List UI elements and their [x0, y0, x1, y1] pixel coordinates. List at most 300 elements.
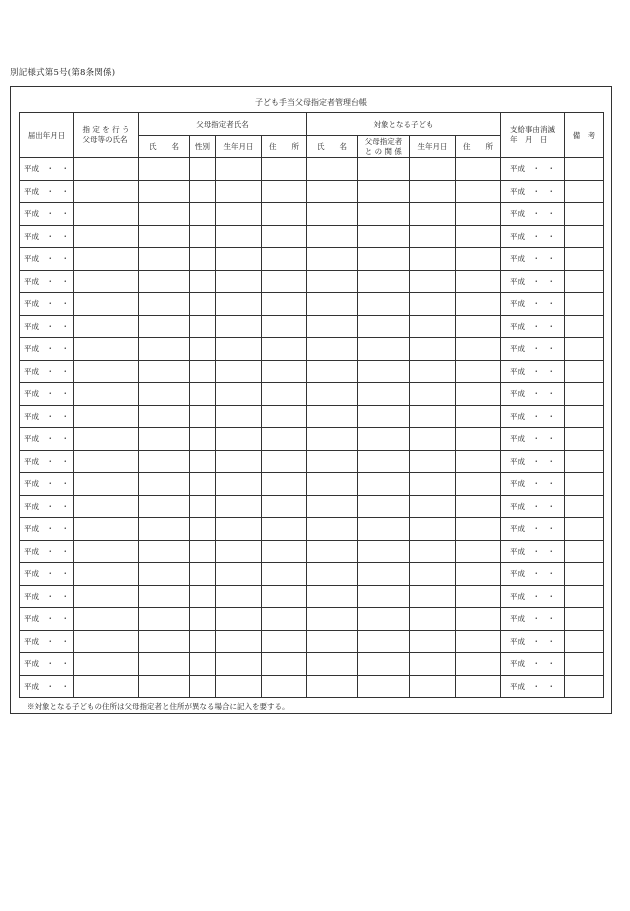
child-birthdate-cell[interactable]: [410, 495, 456, 518]
notification-date-cell[interactable]: [20, 585, 74, 608]
notification-date-cell[interactable]: [20, 158, 74, 181]
child-relation-cell[interactable]: [358, 180, 410, 203]
child-birthdate-cell[interactable]: [410, 248, 456, 271]
designee-birthdate-cell[interactable]: [216, 315, 262, 338]
notification-date-cell[interactable]: [20, 360, 74, 383]
child-relation-cell[interactable]: [358, 158, 410, 181]
child-birthdate-cell[interactable]: [410, 405, 456, 428]
designee-address-cell[interactable]: [262, 203, 307, 226]
payment-end-date-cell[interactable]: [501, 338, 565, 361]
payment-end-date-cell[interactable]: [501, 315, 565, 338]
child-address-cell[interactable]: [456, 653, 501, 676]
designating-name-cell[interactable]: [74, 495, 139, 518]
designee-birthdate-cell[interactable]: [216, 450, 262, 473]
child-address-cell[interactable]: [456, 270, 501, 293]
remarks-cell[interactable]: [565, 450, 604, 473]
child-birthdate-cell[interactable]: [410, 608, 456, 631]
child-relation-cell[interactable]: [358, 248, 410, 271]
designee-sex-cell[interactable]: [190, 405, 216, 428]
designating-name-cell[interactable]: [74, 630, 139, 653]
child-birthdate-cell[interactable]: [410, 360, 456, 383]
remarks-cell[interactable]: [565, 405, 604, 428]
remarks-cell[interactable]: [565, 293, 604, 316]
designee-address-cell[interactable]: [262, 338, 307, 361]
table-row: [20, 675, 604, 698]
child-birthdate-cell[interactable]: [410, 675, 456, 698]
designee-sex-cell[interactable]: [190, 563, 216, 586]
designee-name-cell[interactable]: [139, 585, 190, 608]
designee-address-cell[interactable]: [262, 450, 307, 473]
notification-date-cell[interactable]: [20, 405, 74, 428]
child-relation-cell[interactable]: [358, 495, 410, 518]
designee-birthdate-cell[interactable]: [216, 495, 262, 518]
child-relation-cell[interactable]: [358, 338, 410, 361]
child-relation-cell[interactable]: [358, 360, 410, 383]
designating-name-cell[interactable]: [74, 383, 139, 406]
designee-sex-cell[interactable]: [190, 158, 216, 181]
remarks-cell[interactable]: [565, 630, 604, 653]
designee-address-cell[interactable]: [262, 608, 307, 631]
notification-date-cell[interactable]: [20, 653, 74, 676]
designee-address-cell[interactable]: [262, 180, 307, 203]
payment-end-date-cell[interactable]: [501, 608, 565, 631]
child-birthdate-cell[interactable]: [410, 473, 456, 496]
notification-date-cell[interactable]: [20, 293, 74, 316]
designee-sex-cell[interactable]: [190, 225, 216, 248]
notification-date-cell[interactable]: [20, 563, 74, 586]
designee-sex-cell[interactable]: [190, 518, 216, 541]
remarks-cell[interactable]: [565, 248, 604, 271]
notification-date-cell[interactable]: [20, 608, 74, 631]
child-address-cell[interactable]: [456, 428, 501, 451]
designee-name-cell[interactable]: [139, 405, 190, 428]
child-name-cell[interactable]: [307, 315, 358, 338]
designating-name-cell[interactable]: [74, 450, 139, 473]
child-name-cell[interactable]: [307, 203, 358, 226]
remarks-cell[interactable]: [565, 473, 604, 496]
designating-name-cell[interactable]: [74, 203, 139, 226]
child-address-cell[interactable]: [456, 563, 501, 586]
designee-name-cell[interactable]: [139, 675, 190, 698]
child-relation-cell[interactable]: [358, 383, 410, 406]
designee-address-cell[interactable]: [262, 630, 307, 653]
notification-date-cell[interactable]: [20, 518, 74, 541]
designee-name-cell[interactable]: [139, 293, 190, 316]
designee-name-cell[interactable]: [139, 428, 190, 451]
remarks-cell[interactable]: [565, 563, 604, 586]
designating-name-cell[interactable]: [74, 675, 139, 698]
designee-name-cell[interactable]: [139, 248, 190, 271]
child-address-cell[interactable]: [456, 405, 501, 428]
child-name-cell[interactable]: [307, 428, 358, 451]
header-notification-date: 届出年月日: [20, 113, 74, 158]
designee-address-cell[interactable]: [262, 158, 307, 181]
child-address-cell[interactable]: [456, 630, 501, 653]
designee-sex-cell[interactable]: [190, 248, 216, 271]
designating-name-cell[interactable]: [74, 270, 139, 293]
designee-birthdate-cell[interactable]: [216, 338, 262, 361]
child-address-cell[interactable]: [456, 675, 501, 698]
payment-end-date-cell[interactable]: [501, 248, 565, 271]
child-name-cell[interactable]: [307, 563, 358, 586]
designee-address-cell[interactable]: [262, 293, 307, 316]
designee-birthdate-cell[interactable]: [216, 203, 262, 226]
designating-name-cell[interactable]: [74, 540, 139, 563]
child-birthdate-cell[interactable]: [410, 450, 456, 473]
notification-date-cell[interactable]: [20, 450, 74, 473]
designee-address-cell[interactable]: [262, 383, 307, 406]
designating-name-cell[interactable]: [74, 473, 139, 496]
child-name-cell[interactable]: [307, 675, 358, 698]
remarks-cell[interactable]: [565, 608, 604, 631]
notification-date-cell[interactable]: [20, 630, 74, 653]
child-birthdate-cell[interactable]: [410, 315, 456, 338]
designee-sex-cell[interactable]: [190, 180, 216, 203]
remarks-cell[interactable]: [565, 338, 604, 361]
child-relation-cell[interactable]: [358, 450, 410, 473]
notification-date-cell-text: 平成 ・ ・: [24, 321, 69, 331]
designee-name-cell[interactable]: [139, 158, 190, 181]
child-birthdate-cell[interactable]: [410, 158, 456, 181]
payment-end-date-cell[interactable]: [501, 653, 565, 676]
designee-name-cell[interactable]: [139, 180, 190, 203]
child-address-cell[interactable]: [456, 495, 501, 518]
child-name-cell[interactable]: [307, 270, 358, 293]
designee-birthdate-cell[interactable]: [216, 158, 262, 181]
designee-address-cell[interactable]: [262, 225, 307, 248]
child-address-cell[interactable]: [456, 158, 501, 181]
designee-address-cell[interactable]: [262, 428, 307, 451]
designee-birthdate-cell[interactable]: [216, 608, 262, 631]
designee-birthdate-cell[interactable]: [216, 675, 262, 698]
designee-address-cell[interactable]: [262, 563, 307, 586]
remarks-cell[interactable]: [565, 225, 604, 248]
notification-date-cell-text: 平成 ・ ・: [24, 546, 69, 556]
remarks-cell[interactable]: [565, 158, 604, 181]
child-birthdate-cell[interactable]: [410, 630, 456, 653]
child-address-cell[interactable]: [456, 518, 501, 541]
designee-sex-cell[interactable]: [190, 495, 216, 518]
child-name-cell[interactable]: [307, 630, 358, 653]
payment-end-date-cell[interactable]: [501, 293, 565, 316]
child-name-cell[interactable]: [307, 338, 358, 361]
designee-address-cell[interactable]: [262, 315, 307, 338]
payment-end-date-cell[interactable]: [501, 450, 565, 473]
child-birthdate-cell[interactable]: [410, 338, 456, 361]
child-name-cell[interactable]: [307, 540, 358, 563]
child-address-cell[interactable]: [456, 225, 501, 248]
child-name-cell[interactable]: [307, 608, 358, 631]
child-address-cell[interactable]: [456, 585, 501, 608]
notification-date-cell[interactable]: [20, 540, 74, 563]
notification-date-cell[interactable]: [20, 495, 74, 518]
designee-sex-cell[interactable]: [190, 338, 216, 361]
child-address-cell[interactable]: [456, 608, 501, 631]
child-birthdate-cell[interactable]: [410, 563, 456, 586]
designee-address-cell[interactable]: [262, 653, 307, 676]
table-row: [20, 585, 604, 608]
remarks-cell[interactable]: [565, 675, 604, 698]
designee-address-cell[interactable]: [262, 360, 307, 383]
child-address-cell[interactable]: [456, 540, 501, 563]
payment-end-date-cell[interactable]: [501, 158, 565, 181]
notification-date-cell[interactable]: [20, 225, 74, 248]
designee-sex-cell[interactable]: [190, 653, 216, 676]
payment-end-date-cell[interactable]: [501, 630, 565, 653]
payment-end-date-cell[interactable]: [501, 225, 565, 248]
remarks-cell[interactable]: [565, 540, 604, 563]
child-name-cell[interactable]: [307, 158, 358, 181]
remarks-cell[interactable]: [565, 315, 604, 338]
notification-date-cell[interactable]: [20, 270, 74, 293]
designee-birthdate-cell[interactable]: [216, 270, 262, 293]
child-relation-cell[interactable]: [358, 675, 410, 698]
child-relation-cell[interactable]: [358, 405, 410, 428]
payment-end-date-cell[interactable]: [501, 360, 565, 383]
remarks-cell[interactable]: [565, 428, 604, 451]
child-name-cell[interactable]: [307, 653, 358, 676]
remarks-cell[interactable]: [565, 495, 604, 518]
child-address-cell[interactable]: [456, 248, 501, 271]
child-relation-cell[interactable]: [358, 540, 410, 563]
designee-sex-cell[interactable]: [190, 270, 216, 293]
child-relation-cell[interactable]: [358, 270, 410, 293]
designee-name-cell[interactable]: [139, 563, 190, 586]
child-address-cell[interactable]: [456, 293, 501, 316]
child-name-cell[interactable]: [307, 518, 358, 541]
designating-name-cell[interactable]: [74, 405, 139, 428]
child-relation-cell[interactable]: [358, 653, 410, 676]
child-address-cell[interactable]: [456, 360, 501, 383]
child-birthdate-cell[interactable]: [410, 518, 456, 541]
child-address-cell[interactable]: [456, 338, 501, 361]
child-birthdate-cell[interactable]: [410, 428, 456, 451]
designee-sex-cell[interactable]: [190, 540, 216, 563]
remarks-cell[interactable]: [565, 270, 604, 293]
designee-birthdate-cell[interactable]: [216, 540, 262, 563]
designee-name-cell[interactable]: [139, 653, 190, 676]
designating-name-cell[interactable]: [74, 563, 139, 586]
child-address-cell[interactable]: [456, 315, 501, 338]
payment-end-date-cell[interactable]: [501, 203, 565, 226]
child-name-cell[interactable]: [307, 225, 358, 248]
child-address-cell[interactable]: [456, 450, 501, 473]
designee-name-cell[interactable]: [139, 540, 190, 563]
designee-address-cell[interactable]: [262, 248, 307, 271]
payment-end-date-cell[interactable]: [501, 518, 565, 541]
child-relation-cell[interactable]: [358, 585, 410, 608]
payment-end-date-cell-text: 平成 ・ ・: [510, 344, 555, 354]
designee-birthdate-cell[interactable]: [216, 405, 262, 428]
notification-date-cell[interactable]: [20, 338, 74, 361]
payment-end-date-cell[interactable]: [501, 383, 565, 406]
designee-birthdate-cell[interactable]: [216, 383, 262, 406]
child-birthdate-cell[interactable]: [410, 180, 456, 203]
child-name-cell[interactable]: [307, 383, 358, 406]
designee-name-cell[interactable]: [139, 270, 190, 293]
designee-sex-cell[interactable]: [190, 383, 216, 406]
designee-address-cell[interactable]: [262, 518, 307, 541]
notification-date-cell[interactable]: [20, 473, 74, 496]
child-birthdate-cell[interactable]: [410, 540, 456, 563]
payment-end-date-cell[interactable]: [501, 540, 565, 563]
child-relation-cell[interactable]: [358, 630, 410, 653]
notification-date-cell[interactable]: [20, 180, 74, 203]
designee-address-cell[interactable]: [262, 540, 307, 563]
child-birthdate-cell[interactable]: [410, 270, 456, 293]
notification-date-cell[interactable]: [20, 203, 74, 226]
header-designee-name: 氏 名: [139, 136, 190, 158]
designee-name-cell[interactable]: [139, 315, 190, 338]
designee-sex-cell[interactable]: [190, 315, 216, 338]
designating-name-cell[interactable]: [74, 225, 139, 248]
designee-birthdate-cell[interactable]: [216, 585, 262, 608]
remarks-cell[interactable]: [565, 203, 604, 226]
child-relation-cell[interactable]: [358, 563, 410, 586]
child-name-cell[interactable]: [307, 473, 358, 496]
child-relation-cell[interactable]: [358, 518, 410, 541]
designee-sex-cell[interactable]: [190, 630, 216, 653]
designee-name-cell[interactable]: [139, 225, 190, 248]
notification-date-cell[interactable]: [20, 315, 74, 338]
designee-sex-cell[interactable]: [190, 293, 216, 316]
designating-name-cell[interactable]: [74, 428, 139, 451]
remarks-cell[interactable]: [565, 383, 604, 406]
child-address-cell[interactable]: [456, 203, 501, 226]
child-name-cell[interactable]: [307, 248, 358, 271]
payment-end-date-cell[interactable]: [501, 495, 565, 518]
child-relation-cell[interactable]: [358, 203, 410, 226]
designee-address-cell[interactable]: [262, 675, 307, 698]
designee-address-cell[interactable]: [262, 270, 307, 293]
child-birthdate-cell[interactable]: [410, 293, 456, 316]
remarks-cell[interactable]: [565, 180, 604, 203]
payment-end-date-cell[interactable]: [501, 563, 565, 586]
designee-birthdate-cell[interactable]: [216, 180, 262, 203]
designee-name-cell[interactable]: [139, 495, 190, 518]
designating-name-cell[interactable]: [74, 158, 139, 181]
table-row: [20, 248, 604, 271]
child-birthdate-cell[interactable]: [410, 653, 456, 676]
remarks-cell[interactable]: [565, 518, 604, 541]
designee-name-cell[interactable]: [139, 203, 190, 226]
designee-sex-cell[interactable]: [190, 675, 216, 698]
designee-birthdate-cell[interactable]: [216, 293, 262, 316]
designee-address-cell[interactable]: [262, 585, 307, 608]
designee-name-cell[interactable]: [139, 360, 190, 383]
child-relation-cell[interactable]: [358, 293, 410, 316]
child-birthdate-cell[interactable]: [410, 585, 456, 608]
remarks-cell[interactable]: [565, 360, 604, 383]
designee-name-cell[interactable]: [139, 338, 190, 361]
designee-sex-cell[interactable]: [190, 360, 216, 383]
designee-birthdate-cell[interactable]: [216, 630, 262, 653]
child-relation-cell[interactable]: [358, 473, 410, 496]
designee-birthdate-cell[interactable]: [216, 248, 262, 271]
notification-date-cell[interactable]: [20, 675, 74, 698]
notification-date-cell[interactable]: [20, 383, 74, 406]
designee-birthdate-cell[interactable]: [216, 428, 262, 451]
designee-sex-cell[interactable]: [190, 428, 216, 451]
designee-name-cell[interactable]: [139, 608, 190, 631]
designee-sex-cell[interactable]: [190, 608, 216, 631]
payment-end-date-cell[interactable]: [501, 180, 565, 203]
designee-address-cell[interactable]: [262, 473, 307, 496]
designee-address-cell[interactable]: [262, 495, 307, 518]
designee-birthdate-cell[interactable]: [216, 473, 262, 496]
notification-date-cell[interactable]: [20, 428, 74, 451]
designee-birthdate-cell[interactable]: [216, 563, 262, 586]
designating-name-cell[interactable]: [74, 338, 139, 361]
designating-name-cell[interactable]: [74, 180, 139, 203]
payment-end-date-cell[interactable]: [501, 675, 565, 698]
child-birthdate-cell[interactable]: [410, 203, 456, 226]
designating-name-cell[interactable]: [74, 518, 139, 541]
designee-name-cell[interactable]: [139, 630, 190, 653]
child-name-cell[interactable]: [307, 293, 358, 316]
remarks-cell[interactable]: [565, 653, 604, 676]
child-name-cell[interactable]: [307, 405, 358, 428]
designee-sex-cell[interactable]: [190, 203, 216, 226]
child-birthdate-cell[interactable]: [410, 383, 456, 406]
designee-sex-cell[interactable]: [190, 585, 216, 608]
designee-birthdate-cell[interactable]: [216, 225, 262, 248]
payment-end-date-cell-text: 平成 ・ ・: [510, 591, 555, 601]
designee-birthdate-cell[interactable]: [216, 518, 262, 541]
payment-end-date-cell[interactable]: [501, 473, 565, 496]
child-name-cell[interactable]: [307, 495, 358, 518]
child-name-cell[interactable]: [307, 360, 358, 383]
designating-name-cell[interactable]: [74, 585, 139, 608]
designee-sex-cell[interactable]: [190, 450, 216, 473]
child-name-cell[interactable]: [307, 450, 358, 473]
child-address-cell[interactable]: [456, 383, 501, 406]
designating-name-cell[interactable]: [74, 248, 139, 271]
notification-date-cell[interactable]: [20, 248, 74, 271]
designee-name-cell[interactable]: [139, 473, 190, 496]
payment-end-date-cell[interactable]: [501, 428, 565, 451]
designee-name-cell[interactable]: [139, 383, 190, 406]
child-address-cell[interactable]: [456, 473, 501, 496]
child-name-cell[interactable]: [307, 180, 358, 203]
child-relation-cell[interactable]: [358, 225, 410, 248]
child-name-cell[interactable]: [307, 585, 358, 608]
table-row: [20, 563, 604, 586]
payment-end-date-cell[interactable]: [501, 585, 565, 608]
designating-name-cell[interactable]: [74, 293, 139, 316]
designating-name-cell[interactable]: [74, 360, 139, 383]
designee-birthdate-cell[interactable]: [216, 360, 262, 383]
child-relation-cell[interactable]: [358, 608, 410, 631]
child-birthdate-cell[interactable]: [410, 225, 456, 248]
payment-end-date-cell-text: 平成 ・ ・: [510, 366, 555, 376]
designating-name-cell[interactable]: [74, 608, 139, 631]
child-relation-cell[interactable]: [358, 315, 410, 338]
designee-address-cell[interactable]: [262, 405, 307, 428]
payment-end-date-cell[interactable]: [501, 405, 565, 428]
designating-name-cell[interactable]: [74, 653, 139, 676]
designee-sex-cell[interactable]: [190, 473, 216, 496]
payment-end-date-cell[interactable]: [501, 270, 565, 293]
designee-name-cell[interactable]: [139, 450, 190, 473]
designee-name-cell[interactable]: [139, 518, 190, 541]
child-address-cell[interactable]: [456, 180, 501, 203]
remarks-cell[interactable]: [565, 585, 604, 608]
payment-end-date-cell-text: 平成 ・ ・: [510, 321, 555, 331]
child-relation-cell[interactable]: [358, 428, 410, 451]
designating-name-cell[interactable]: [74, 315, 139, 338]
designee-birthdate-cell[interactable]: [216, 653, 262, 676]
